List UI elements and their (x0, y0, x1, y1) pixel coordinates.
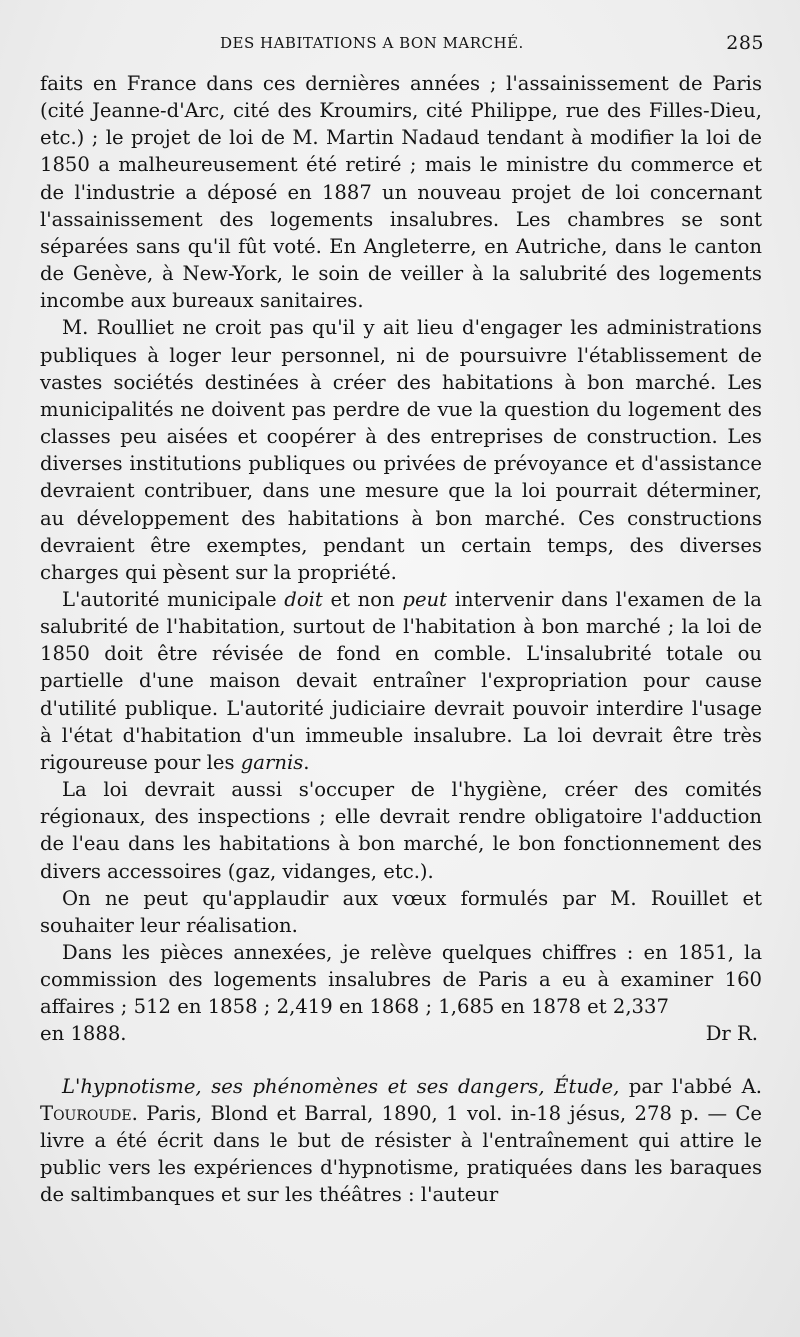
paragraph-4: La loi devrait aussi s'occuper de l'hygiène, créer des comités régionaux, des inspections ; elle devrait rendre obligatoire l'adduction de l'eau dans les habitations à bon marché, le bon fonctionnement des divers accessoires (gaz, vidanges, etc.). (40, 778, 762, 883)
article-body (40, 70, 762, 1208)
review-text: — Ce livre a été écrit dans le but de résister à l'entraînement qui attire le public vers les expériences d'hypnotisme, pratiquées dans les baraques de saltimbanques et sur les théâtres : l'auteur (40, 1101, 762, 1207)
paragraph-3-part-a: L'autorité municipale (62, 587, 285, 611)
word-peut: peut (402, 587, 448, 611)
running-title: DES HABITATIONS A BON MARCHÉ. (220, 34, 524, 52)
paragraph-3-part-d: . (303, 750, 310, 774)
review-author: Touroude (40, 1101, 132, 1125)
paragraph-1: faits en France dans ces dernières années ; l'assainissement de Paris (cité Jeanne-d'Arc, cité des Kroumirs, cité Philippe, rue des Filles-Dieu, etc.) ; le projet de loi de M. Martin Nadaud tendant à modifier la loi de 1850 a malheureusement été retiré ; mais le ministre du commerce et de l'industrie a déposé en 1887 un nouveau projet de loi concernant l'assainissement des logements insalubres. Les chambres se sont séparées sans qu'il fût voté. En Angleterre, en Autriche, dans le canton de Genève, à New-York, le soin de veiller à la salubrité des logements incombe aux bureaux sanitaires. (40, 72, 762, 313)
paragraph-3-part-c: intervenir dans l'examen de la salubrité de l'habitation, surtout de l'habitation à bon marché ; la loi de 1850 doit être révisée de fond en comble. L'insalubrité totale ou partielle d'une maison devait entraîner l'expropriation pour cause d'utilité publique. L'autorité judiciaire devrait pouvoir interdire l'usage à l'état d'habitation d'un immeuble insalubre. La loi devrait être très rigoureuse pour les (40, 587, 762, 774)
page-number: 285 (726, 32, 764, 54)
section-gap (40, 1048, 762, 1073)
signature: Dr R. (705, 1022, 758, 1046)
paragraph-3 (40, 586, 762, 776)
review-publication: . Paris, Blond et Barral, 1890, 1 vol. in-18 jésus, 278 p. (131, 1101, 700, 1125)
running-header (40, 32, 762, 62)
review-book-title: L'hypnotisme, ses phénomènes et ses dangers, Étude, (62, 1074, 620, 1098)
paragraph-3-part-b: et non (322, 587, 403, 611)
book-review (40, 1073, 762, 1209)
paragraph-5: On ne peut qu'applaudir aux vœux formulés par M. Rouillet et souhaiter leur réalisation. (40, 886, 762, 937)
word-garnis: garnis (240, 750, 304, 774)
paragraph-2: M. Roulliet ne croit pas qu'il y ait lieu d'engager les administrations publiques à loger leur personnel, ni de poursuivre l'établissement de vastes sociétés destinées à créer des habitations à bon marché. Les municipalités ne doivent pas perdre de vue la question du logement des classes peu aisées et coopérer à des entreprises de construction. Les diverses institutions publiques ou privées de prévoyance et d'assistance devraient contribuer, dans une mesure que la loi pourrait déterminer, au développement des habitations à bon marché. Ces constructions devraient être exemptes, pendant un certain temps, des diverses charges qui pèsent sur la propriété. (40, 316, 762, 584)
paragraph-6-end: en 1888. (40, 1022, 127, 1046)
paragraph-6: Dans les pièces annexées, je relève quelques chiffres : en 1851, la commission des logements insalubres de Paris a eu à examiner 160 affaires ; 512 en 1858 ; 2,419 en 1868 ; 1,685 en 1878 et 2,337 (40, 941, 762, 1019)
word-doit: doit (284, 587, 323, 611)
review-by: par l'abbé A. (619, 1074, 763, 1098)
book-page (40, 32, 762, 1208)
paragraph-6-last-line (40, 1020, 762, 1047)
